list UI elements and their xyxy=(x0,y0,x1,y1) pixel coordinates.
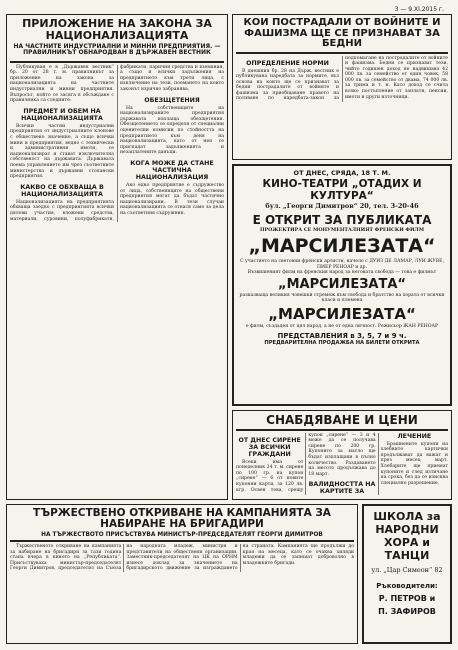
section-heading: ВАЛИДНОСТТА НА КАРТИТЕ ЗА ЛЕЧЕНИЕ xyxy=(308,432,432,496)
school-leaders-label: Ръководители: xyxy=(376,582,438,590)
article-body xyxy=(10,544,354,572)
film-title: „МАРСИЛЕЗАТА“ xyxy=(278,276,406,292)
ad-text: Възвишеният филм на френския народ за неговата свобода — това е филмът xyxy=(247,270,437,276)
ad-date-line: ОТ ДНЕС, СРЯДА, 18 Т. М. xyxy=(293,169,391,177)
ad-text: разказваща великия човешки стремеж към свобода и братство на хората от всички класи и племена xyxy=(239,292,445,304)
film-title: „МАРСИЛЕЗАТА“ xyxy=(268,304,416,323)
article-body xyxy=(236,433,448,496)
divider xyxy=(10,61,224,63)
paragraph: Брашнените купони на хлебните картички продължават да важат и през месец март. Хлебарите ще приемат купоните и след изтичане на срока, без да се изисква специално разрешение. xyxy=(380,441,448,486)
school-address: ул. „Цар Симеон“ 82 xyxy=(371,566,443,574)
cinema-address: бул. „Георги Димитров“ 20, тел. 3-20-46 xyxy=(265,202,419,210)
divider xyxy=(10,540,354,542)
dance-school-advertisement xyxy=(362,504,452,644)
paragraph: В днешния бр. 28 на Държ. вестник е публикувана наредбата за нормите, въз основа на които ще се признават за бедни пострадалите от войните и фашизма за приобщаване правото на ползване по наредбата-закон за подпомагане на пострадалите от войните и фашизма. Бедни се признават тези, чийто годишен доход не надвишава 42 000 лв. за семейство от един човек, 58 000 лв. за семейство от двама, 74 000 лв. за трима и т. н. Като доход се счита всяко постъпление от заплати, пенсии, имоти и други източници. xyxy=(236,55,448,102)
article-nationalization xyxy=(6,14,228,500)
paragraph: Тържественото откриване на кампанията за набиране на бригадири за тази година стана вчера в киното на „Републиката“. Присъствуваха министър-председателят Георги Димитров, председателят на Съюза на народната младеж, министри и представители на обществени организации. Заместник-председателят на ЦК на ОРНМ изнесе доклад за значението на бригадирското движение за изграждането на страната. Кампанията ще продължи до края на месеца, като се очаква хиляди младежи да се запишат доброволно в младежките бригади. xyxy=(10,544,354,572)
paragraph: Всеки има от понеделник 24 т. м. сирене по 100 гр. на купон „сирене“ — 6 от новите купонни карти, за 120 лв. кгр. Освен това, срещу купон „сирене“ — 3 и 4 може да се получава сирене по 200 гр. Купоните за масло ще бъдат изплащани в пълно количество. Раздаването на месото продължава до 18 март. xyxy=(236,432,376,493)
section-heading: КАКВО СЕ ОБХВАЩА В НАЦИОНАЛИЗАЦИЯТА xyxy=(20,183,104,198)
paragraph: Национализацията на предприятията обхваща заедно с предприятията всички дялови участия, вложени средства, материали, суровини, полуфабрикати, фабрикати, парични средства и вземания, а също и всички задължения на предприятието към трети лица, с изключение на тези, поемането на които законът изрично забранява. xyxy=(10,64,224,222)
school-leader: Р. ПЕТРОВ и xyxy=(378,594,436,603)
article-subtitle: НА ТЪРЖЕСТВОТО ПРИСЪСТВУВА МИНИСТЪР-ПРЕДСЕДАТЕЛЯТ ГЕОРГИ ДИМИТРОВ xyxy=(41,532,323,539)
school-title: ШКОЛА за НАРОДНИ ХОРА и ТАНЦИ xyxy=(373,510,441,562)
ad-schedule: ПРЕДСТАВЛЕНИЯ в 3, 5, 7 и 9 ч. xyxy=(277,331,407,340)
paragraph: Всички частни индустриални предприятия от индустриалните клонове с обществено значение, а също всички мини и предприятия, ведно с технически и административни имоти, се национализират и стават изключителна собственост на държавата. Държавата поема управлението им чрез съответните министерства и държавни стопански предприятия. xyxy=(10,123,114,180)
film-title: „МАРСИЛЕЗАТА“ xyxy=(248,235,436,257)
cinema-name: КИНО-ТЕАТРИ „ОТАДИХ И КУЛТУРА“ xyxy=(262,178,422,202)
article-title: СНАБДЯВАНЕ И ЦЕНИ xyxy=(266,413,418,427)
section-heading: ОПРЕДЕЛЕНИЕ НОРМИ xyxy=(246,59,329,67)
article-supply-prices xyxy=(232,410,452,500)
ad-presale: ПРЕДВАРИТЕЛНА ПРОДАЖБА НА БИЛЕТИ ОТКРИТА xyxy=(264,339,420,346)
article-subtitle: НА ЧАСТНИТЕ ИНДУСТРИАЛНИ И МИННИ ПРЕДПРИЯТИЯ. — ПРАВИЛНИКЪТ ОБНАРОДВАН В ДЪРЖАВЕН ВЕСТНИК xyxy=(13,43,221,57)
paragraph: Ако едно предприятие е съдружество от лица, собствениците на обществени предприятия могат да бъдат частично национализирани. В тези случаи национализацията се отнася само за дела на съответния съдружник. xyxy=(120,183,224,216)
ad-headline: Е ОТКРИТ ЗА ПУБЛИКАТА xyxy=(252,213,432,227)
article-body xyxy=(10,65,224,222)
cinema-advertisement xyxy=(232,164,452,406)
ad-text: е филм, създаден от цял народ, а не от една личност. Режисьор ЖАН РЕНОАР xyxy=(245,323,439,329)
section-heading: ПРЕДМЕТ И ОБЕМ НА НАЦИОНАЛИЗАЦИЯТА xyxy=(21,107,103,122)
school-leader: П. ЗАФИРОВ xyxy=(378,607,436,616)
section-heading: ОБЕЗЩЕТЕНИЯ xyxy=(144,96,200,104)
paragraph: На собствениците на национализираните предприятия държавата изплаща обезщетения. Обезщетението се определя от специални оценителни комисии по стойността на предприятието към деня на национализацията, като от нея се приспадат задълженията и незаплатените данъци. xyxy=(120,105,224,156)
page-marker: 3 — 9.XI.2015 г. xyxy=(394,6,444,13)
paragraph: Публикуван е в „Държавен вестник“ бр. 20 от 28 т. м. правилникът за приложение на закона за национализацията на частните индустриални и минни предприятия. Въпросът, който се засяга в обсъждане с правилника са следните: xyxy=(10,64,114,104)
article-title: ТЪРЖЕСТВЕНО ОТКРИВАНЕ НА КАМПАНИЯТА ЗА НАБИРАНЕ НА БРИГАДИРИ xyxy=(33,507,331,531)
newspaper-page xyxy=(6,6,452,644)
article-brigade-campaign xyxy=(6,504,358,644)
ad-note: ПРОЖЕКТИРА СЕ МОНУМЕНТАЛНИЯТ ФРЕНСКИ ФИЛМ xyxy=(259,227,425,233)
ad-text: С участието на световни френски артисти, начело с ДУИЗ ДЕ ЛАМАР, ЛУИ ЖУВЕ, ПИЕР РЕНОАР и др. xyxy=(240,259,444,270)
article-war-victims xyxy=(232,14,452,160)
divider xyxy=(236,52,448,54)
section-heading: ОТ ДНЕС СИРЕНЕ ЗА ВСИЧКИ ГРАЖДАНИ xyxy=(238,436,301,458)
article-title: КОИ ПОСТРАДАЛИ ОТ ВОЙНИТЕ И ФАШИЗМА ЩЕ СЕ ПРИЗНАВАТ ЗА БЕДНИ xyxy=(243,17,441,49)
section-heading: КОГА МОЖЕ ДА СТАНЕ ЧАСТИЧНА НАЦИОНАЛИЗАЦИЯ xyxy=(130,160,214,181)
divider xyxy=(236,429,448,431)
article-body xyxy=(236,56,448,103)
article-title: ПРИЛОЖЕНИЕ НА ЗАКОНА ЗА НАЦИОНАЛИЗАЦИЯТА xyxy=(22,17,212,42)
